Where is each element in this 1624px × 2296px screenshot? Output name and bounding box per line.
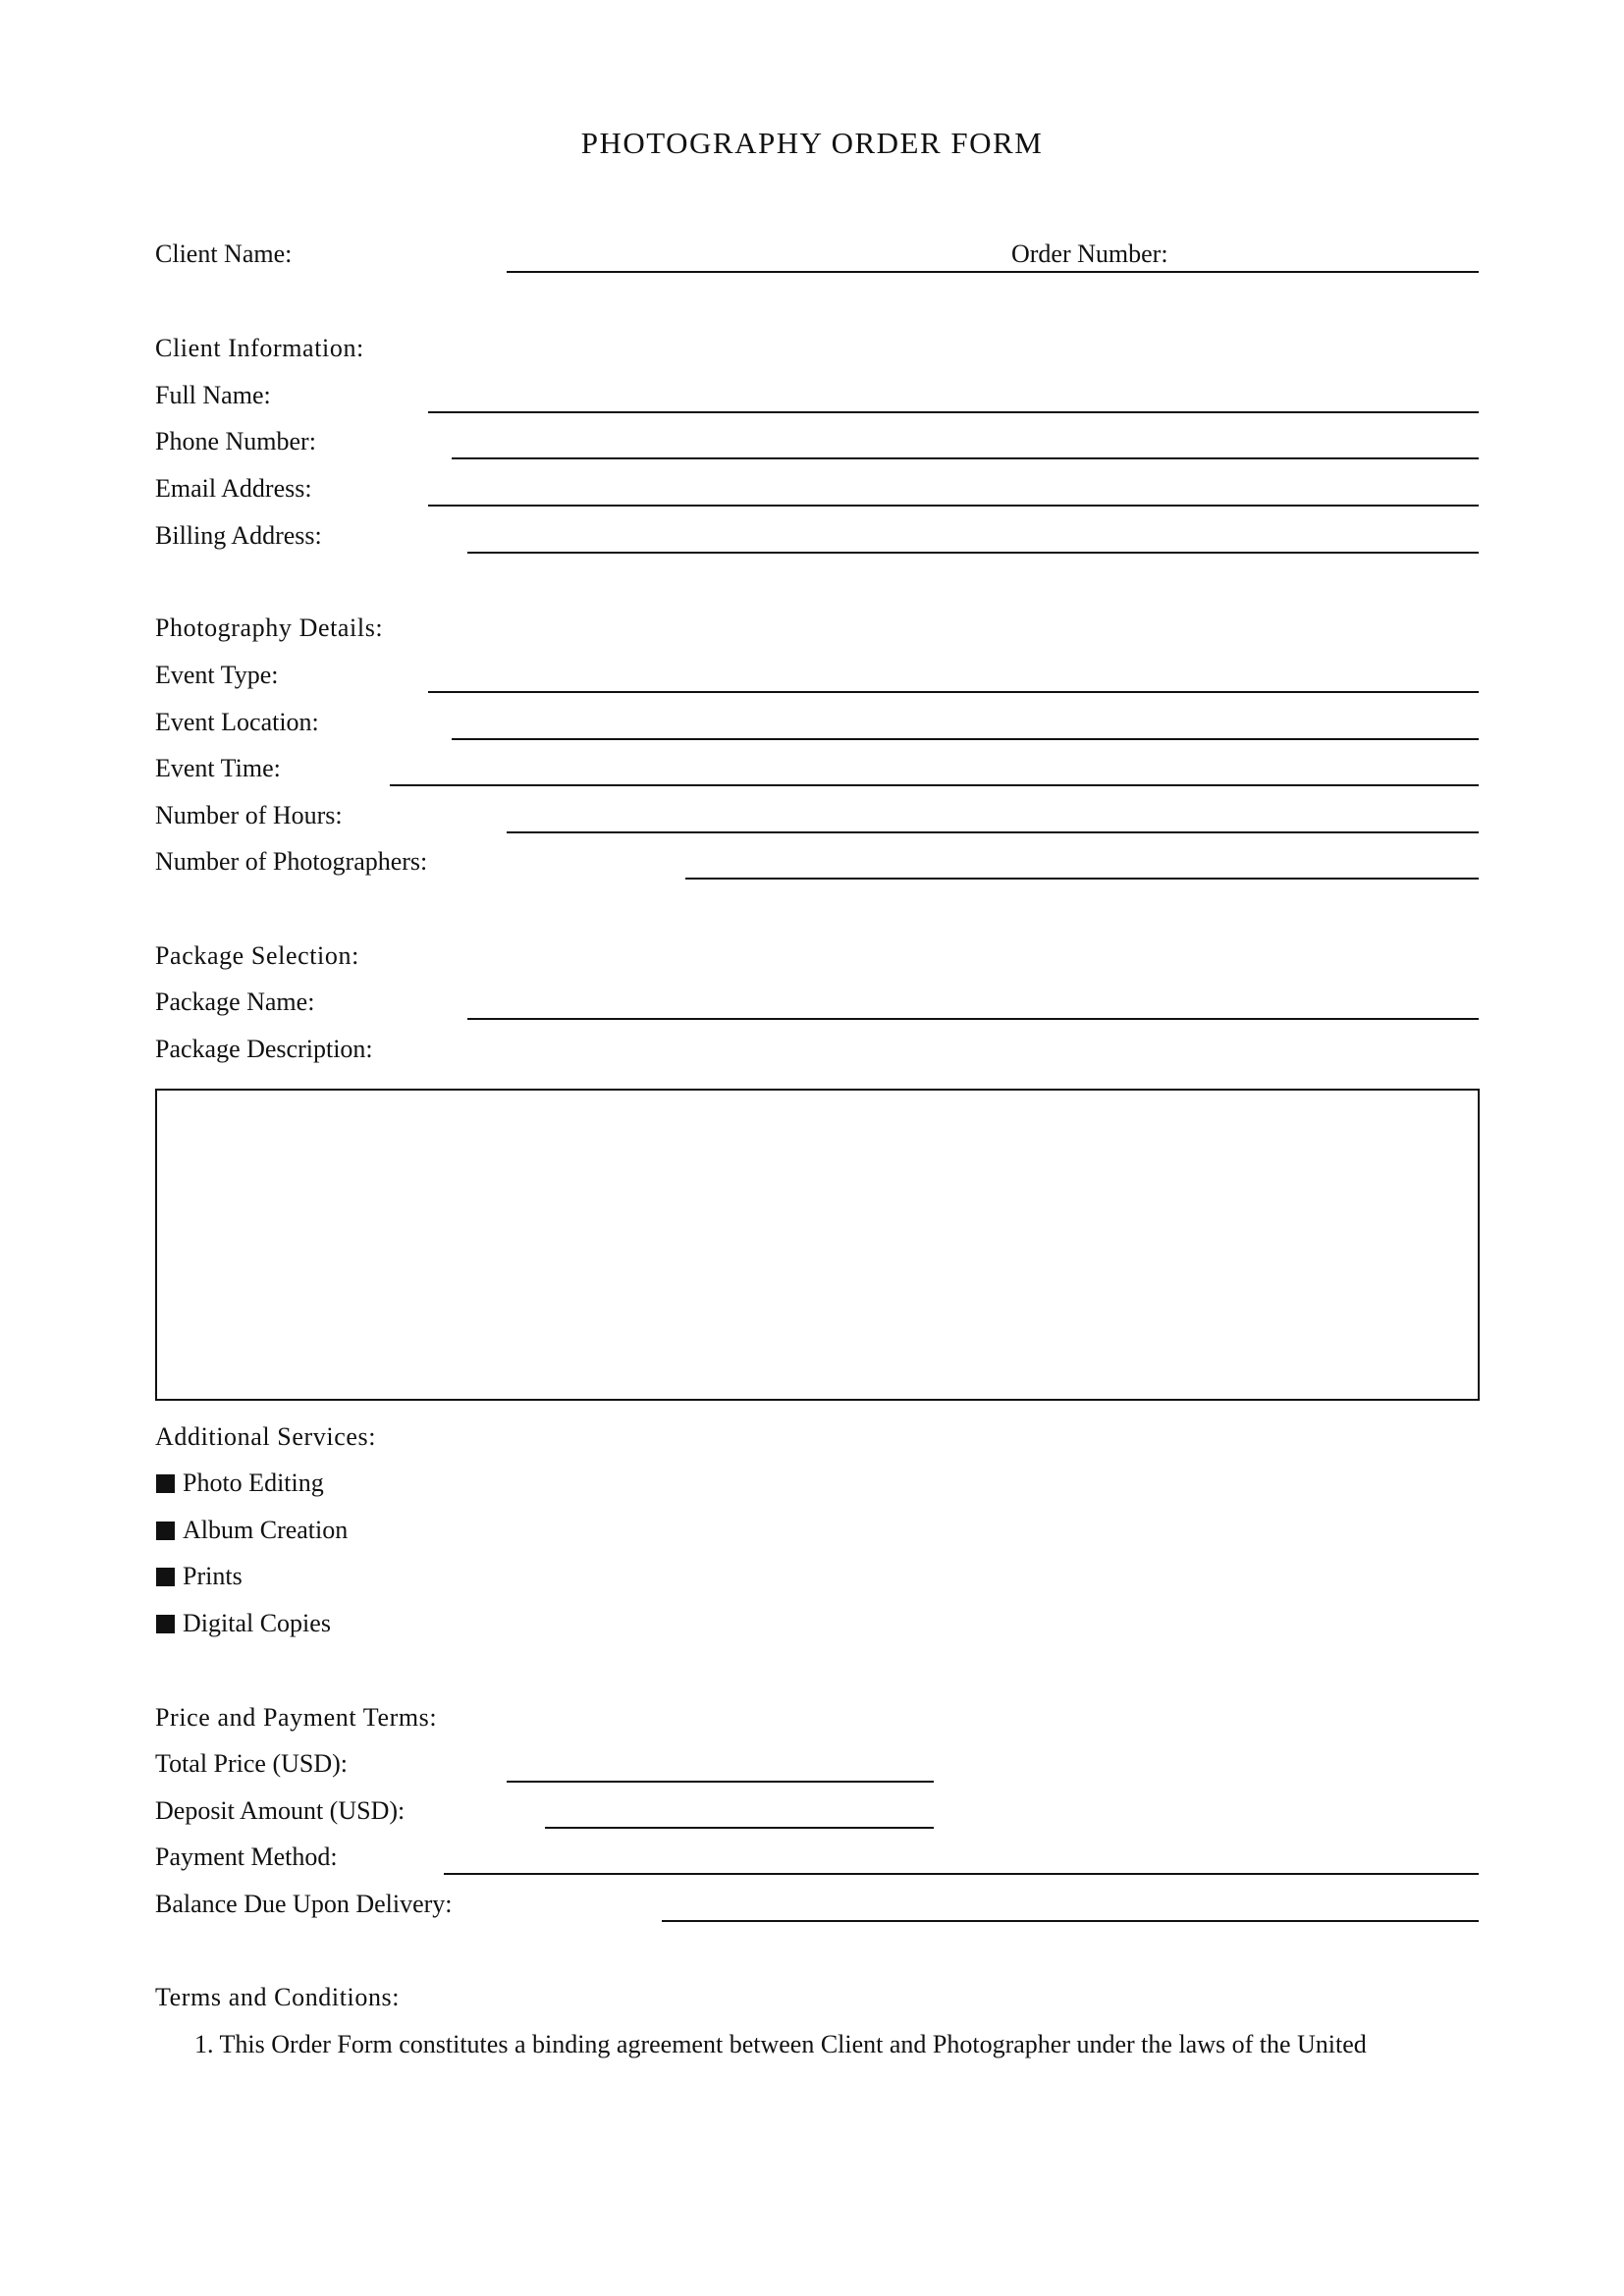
package-name-label: Package Name: bbox=[155, 988, 315, 1016]
balance-due-label: Balance Due Upon Delivery: bbox=[155, 1890, 453, 1918]
payment-method-field[interactable] bbox=[444, 1873, 1479, 1875]
total-price-label: Total Price (USD): bbox=[155, 1749, 349, 1778]
number-of-photographers-label: Number of Photographers: bbox=[155, 847, 428, 876]
terms-item: 1. This Order Form constitutes a binding agreement between Client and Photographer under the laws of the United bbox=[194, 2030, 1367, 2058]
photo-editing-label: Photo Editing bbox=[183, 1468, 324, 1497]
email-address-field[interactable] bbox=[428, 505, 1479, 507]
event-type-label: Event Type: bbox=[155, 661, 279, 689]
event-location-label: Event Location: bbox=[155, 708, 319, 736]
deposit-amount-field[interactable] bbox=[545, 1827, 934, 1829]
client-information-heading: Client Information: bbox=[155, 334, 364, 362]
additional-services-heading: Additional Services: bbox=[155, 1422, 377, 1451]
prints-label: Prints bbox=[183, 1562, 243, 1590]
phone-number-field[interactable] bbox=[452, 457, 1479, 459]
event-time-label: Event Time: bbox=[155, 754, 281, 782]
prints-checkbox[interactable] bbox=[156, 1568, 175, 1586]
page-title: PHOTOGRAPHY ORDER FORM bbox=[580, 126, 1044, 160]
digital-copies-checkbox[interactable] bbox=[156, 1615, 175, 1633]
payment-terms-heading: Price and Payment Terms: bbox=[155, 1703, 438, 1732]
package-selection-heading: Package Selection: bbox=[155, 941, 359, 970]
album-creation-label: Album Creation bbox=[183, 1516, 349, 1544]
digital-copies-label: Digital Copies bbox=[183, 1609, 331, 1637]
package-name-field[interactable] bbox=[467, 1018, 1479, 1020]
photo-editing-checkbox[interactable] bbox=[156, 1474, 175, 1493]
phone-number-label: Phone Number: bbox=[155, 427, 316, 455]
client-name-field[interactable] bbox=[507, 271, 1479, 273]
album-creation-checkbox[interactable] bbox=[156, 1522, 175, 1540]
number-of-hours-label: Number of Hours: bbox=[155, 801, 343, 829]
client-name-label: Client Name: bbox=[155, 240, 293, 268]
billing-address-label: Billing Address: bbox=[155, 521, 322, 550]
photography-details-heading: Photography Details: bbox=[155, 614, 384, 642]
package-description-box[interactable] bbox=[155, 1089, 1480, 1401]
event-location-field[interactable] bbox=[452, 738, 1479, 740]
total-price-field[interactable] bbox=[507, 1781, 934, 1783]
deposit-amount-label: Deposit Amount (USD): bbox=[155, 1796, 406, 1825]
full-name-label: Full Name: bbox=[155, 381, 271, 409]
event-type-field[interactable] bbox=[428, 691, 1479, 693]
number-of-photographers-field[interactable] bbox=[685, 878, 1479, 880]
package-description-label: Package Description: bbox=[155, 1035, 373, 1063]
number-of-hours-field[interactable] bbox=[507, 831, 1479, 833]
email-address-label: Email Address: bbox=[155, 474, 312, 503]
event-time-field[interactable] bbox=[390, 784, 1479, 786]
payment-method-label: Payment Method: bbox=[155, 1842, 338, 1871]
balance-due-field[interactable] bbox=[662, 1920, 1479, 1922]
billing-address-field[interactable] bbox=[467, 552, 1479, 554]
terms-heading: Terms and Conditions: bbox=[155, 1983, 401, 2011]
full-name-field[interactable] bbox=[428, 411, 1479, 413]
order-number-label: Order Number: bbox=[1011, 240, 1168, 268]
